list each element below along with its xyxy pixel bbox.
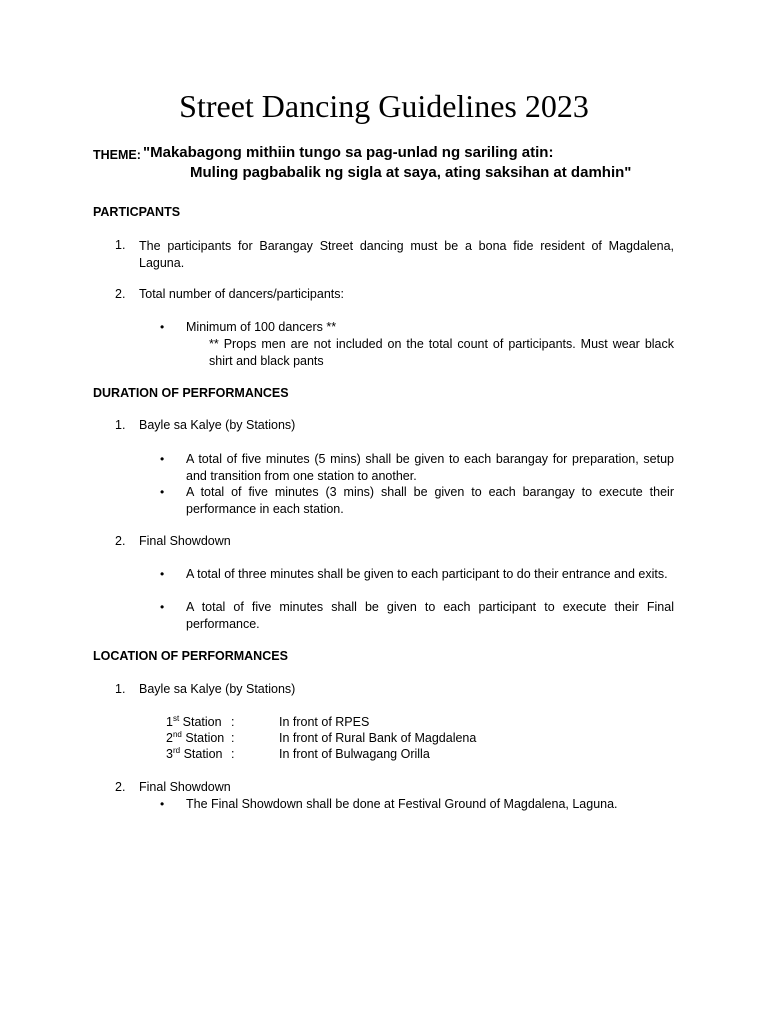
- station-location: In front of Rural Bank of Magdalena: [279, 731, 477, 745]
- list-number: 2.: [115, 534, 126, 548]
- bullet-marker: •: [160, 320, 165, 334]
- station-colon: :: [231, 731, 235, 745]
- document-title: Street Dancing Guidelines 2023: [179, 88, 589, 124]
- bullet-text: Minimum of 100 dancers **: [186, 320, 337, 334]
- station-label: 1st Station: [166, 713, 222, 729]
- theme-label: THEME:: [93, 148, 141, 162]
- bullet-text: A total of three minutes shall be given to each participant to do their entrance and exits.: [186, 567, 668, 581]
- bullet-text: A total of five minutes (3 mins) shall be given to each barangay to execute their performance in each station.: [186, 485, 674, 516]
- theme-line-2: Muling pagbabalik ng sigla at saya, ating saksihan at damhin": [190, 164, 632, 181]
- list-item: Final Showdown: [139, 534, 231, 548]
- list-item: Bayle sa Kalye (by Stations): [139, 682, 296, 696]
- list-number: 1.: [115, 418, 126, 432]
- bullet-text: A total of five minutes (5 mins) shall be given to each barangay for preparation, setup and transition from one station to another.: [186, 452, 674, 483]
- station-colon: :: [231, 747, 235, 761]
- list-item: Total number of dancers/participants:: [139, 287, 344, 301]
- bullet-text: A total of five minutes shall be given to each participant to execute their Final performance.: [186, 600, 674, 631]
- list-number: 2.: [115, 287, 126, 301]
- station-label: 3rd Station: [166, 745, 223, 761]
- station-label: 2nd Station: [166, 729, 225, 745]
- list-number: 1.: [115, 682, 126, 696]
- bullet-marker: •: [160, 600, 165, 614]
- list-item: Final Showdown: [139, 780, 231, 794]
- bullet-text: The Final Showdown shall be done at Festival Ground of Magdalena, Laguna.: [186, 797, 618, 811]
- participants-heading: PARTICPANTS: [93, 205, 181, 219]
- bullet-marker: •: [160, 485, 165, 499]
- station-colon: :: [231, 715, 235, 729]
- list-item: The participants for Barangay Street dancing must be a bona fide resident of Magdalena, Laguna.: [139, 239, 674, 270]
- duration-heading: DURATION OF PERFORMANCES: [93, 386, 289, 400]
- bullet-marker: •: [160, 797, 165, 811]
- bullet-marker: •: [160, 452, 165, 466]
- list-number: 1.: [115, 238, 126, 252]
- list-item: Bayle sa Kalye (by Stations): [139, 418, 296, 432]
- location-heading: LOCATION OF PERFORMANCES: [93, 649, 288, 663]
- participants-note: ** Props men are not included on the total count of participants. Must wear black shirt and black pants: [209, 337, 674, 368]
- station-location: In front of RPES: [279, 715, 370, 729]
- list-number: 2.: [115, 780, 126, 794]
- bullet-marker: •: [160, 567, 165, 581]
- theme-line-1: "Makabagong mithiin tungo sa pag-unlad ng sariling atin:: [143, 144, 554, 161]
- station-location: In front of Bulwagang Orilla: [279, 747, 430, 761]
